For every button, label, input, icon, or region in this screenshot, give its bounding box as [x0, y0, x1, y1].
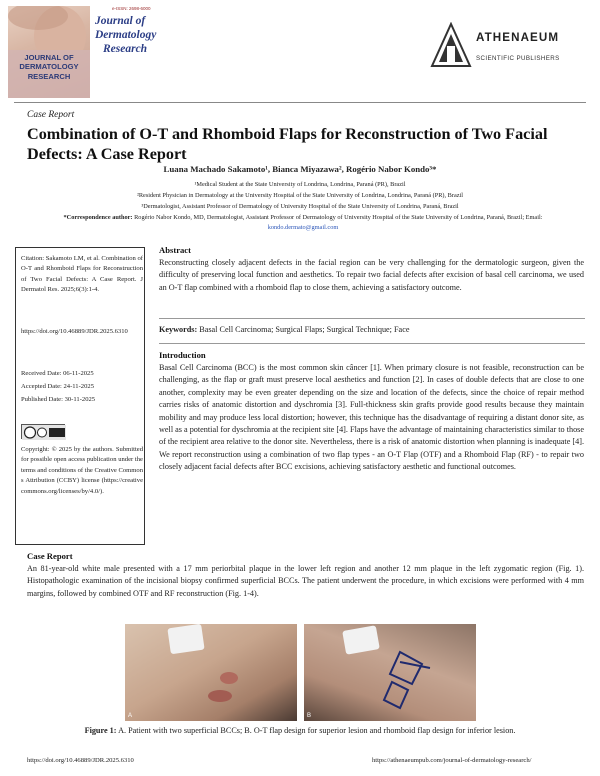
- footer-journal-url[interactable]: https://athenaeumpub.com/journal-of-dermatology-research/: [372, 757, 532, 764]
- keywords-text: Basal Cell Carcinoma; Surgical Flaps; Surgical Technique; Face: [199, 325, 410, 334]
- cc-logo-icon: [22, 425, 66, 440]
- photo-a-lesions: [125, 624, 297, 721]
- article-title: Combination of O-T and Rhomboid Flaps for Reconstruction of Two Facial Defects: A Case Report: [27, 125, 548, 163]
- published-date: Published Date: 30-11-2025: [21, 396, 96, 403]
- figure-caption: [30, 725, 570, 737]
- figure-caption-text: A. Patient with two superficial BCCs; B. O-T flap design for superior lesion and rhomboid flap design for inferior lesion.: [118, 726, 516, 735]
- article-type: Case Report: [27, 110, 75, 120]
- case-report-text: An 81-year-old white male presented with a 17 mm periorbital plaque in the lower left region and another 12 mm plaque in the left zygomatic region (Fig. 1). Histopathologic examination of the incisional biopsy confirmed superficial BCCs. The patient underwent the procedure, in which excisions were performed with 4 mm margins, followed by combined OTF and RF reconstruction (Fig. 1-4).: [27, 564, 584, 598]
- header-divider: [14, 102, 586, 103]
- journal-name: Journal of Dermatology Research: [95, 15, 157, 55]
- keywords: [159, 325, 409, 334]
- keywords-label: Keywords:: [159, 325, 198, 334]
- figure-label-a: A: [128, 713, 133, 719]
- publisher-subtitle: SCIENTIFIC PUBLISHERS: [476, 55, 560, 62]
- journal-cover-image: [8, 6, 90, 98]
- cover-text: JOURNAL OF DERMATOLOGY RESEARCH: [19, 53, 79, 81]
- author-list: Luana Machado Sakamoto¹, Bianca Miyazawa², Rogério Nabor Kondo³*: [163, 164, 437, 174]
- publisher-name: ATHENAEUM: [476, 31, 560, 44]
- introduction-text: Basal Cell Carcinoma (BCC) is the most common skin câncer [1]. When primary closure is not feasible, reconstruction can be challenging, as the flap or graft must preserve local aesthetics and function [2]. In cases of double defects that are close to one another, complexity may be even greater depending on the size and location of the defects, since the choice of repair method carries risks of anatomic distortion and dyschromia [3]. Full-thickness skin grafts provide good results because they maintain mobility and may produce less local distortion; however, this technique has the disadvantage of requiring a distant donor site, as well as a potential for dyschromia at the recipient site [4]. Flaps have the advantage of maintaining characteristics similar to those of the recipient area relative to the donor site. Nevertheless, there is a risk of anatomic distortion when planning is inadequate [4]. We report reconstruction using a combination of two flap types - an O-T Flap (OTF) and a Rhomboid Flap (RF) - to repair two closely adjacent facial defects after BCC excisions, achieving satisfactory aesthetic and functional outcomes.: [159, 363, 584, 472]
- footer-doi-link[interactable]: https://doi.org/10.46889/JDR.2025.6310: [27, 757, 134, 764]
- case-report-heading: Case Report: [27, 551, 73, 561]
- figure-photo-b: [304, 624, 476, 721]
- affiliation-2: ²Resident Physician in Dermatology at the University Hospital of the State University of Londrina, Londrina, Paraná (PR), Brazil: [136, 192, 464, 199]
- issn-text: e-ISSN: 2698-6000: [112, 6, 151, 11]
- correspondence-label: *Correspondence author:: [63, 214, 133, 221]
- cover-face-graphic: [8, 6, 90, 50]
- accepted-date: Accepted Date: 24-11-2025: [21, 383, 94, 390]
- correspondence-email-link[interactable]: kondo.dermato@gmail.com: [267, 224, 339, 231]
- keywords-divider: [159, 343, 585, 344]
- sidebar-doi-link[interactable]: https://doi.org/10.46889/JDR.2025.6310: [21, 328, 128, 335]
- figure-photo-a: [125, 624, 297, 721]
- publication-dates: [21, 369, 143, 408]
- figure-caption-label: Figure 1:: [84, 726, 117, 735]
- publisher-logo-icon: [430, 22, 472, 68]
- photo-b-flap-design: [304, 624, 476, 721]
- correspondence: [36, 213, 570, 233]
- abstract-divider: [159, 318, 585, 319]
- figure-label-b: B: [307, 713, 312, 719]
- abstract-heading: Abstract: [159, 245, 191, 255]
- citation-text: Citation: Sakamoto LM, et al. Combination of O-T and Rhomboid Flaps for Reconstruction of Two Facial Defects: A Case Report. J Dermatol Res. 2025;6(3):1-4.: [21, 255, 143, 294]
- copyright-text: Copyright: © 2025 by the authors. Submitted for possible open access publication under the terms and conditions of the Creative Commons Attribution (CCBY) license (https://creativecommons.org/licenses/by/4.0/).: [21, 446, 143, 495]
- correspondence-text: Rogério Nabor Kondo, MD, Dermatologist, Assistant Professor of Dermatology of University Hospital of the State University of Londrina, Paraná, Brazil; Email:: [134, 214, 543, 221]
- received-date: Received Date: 06-11-2025: [21, 370, 94, 377]
- introduction-heading: Introduction: [159, 350, 206, 360]
- affiliation-3: ³Dermatologist, Assistant Professor of Dermatology of University Hospital of the State University of Londrina, Paraná, Brazil: [141, 203, 459, 210]
- affiliation-1: ¹Medical Student at the State University of Londrina, Londrina, Paraná (PR), Brazil: [194, 181, 406, 188]
- cc-by-license-icon[interactable]: [21, 424, 65, 439]
- abstract-text: Reconstructing closely adjacent defects in the facial region can be very challenging for the dermatologic surgeon, given the difficulty of preserving local function and aesthetics. To repair two facial defects after excision of basal cell carcinoma, we used an O-T flap combined with a rhomboid flap to close them, achieving a satisfactory outcome.: [159, 258, 584, 292]
